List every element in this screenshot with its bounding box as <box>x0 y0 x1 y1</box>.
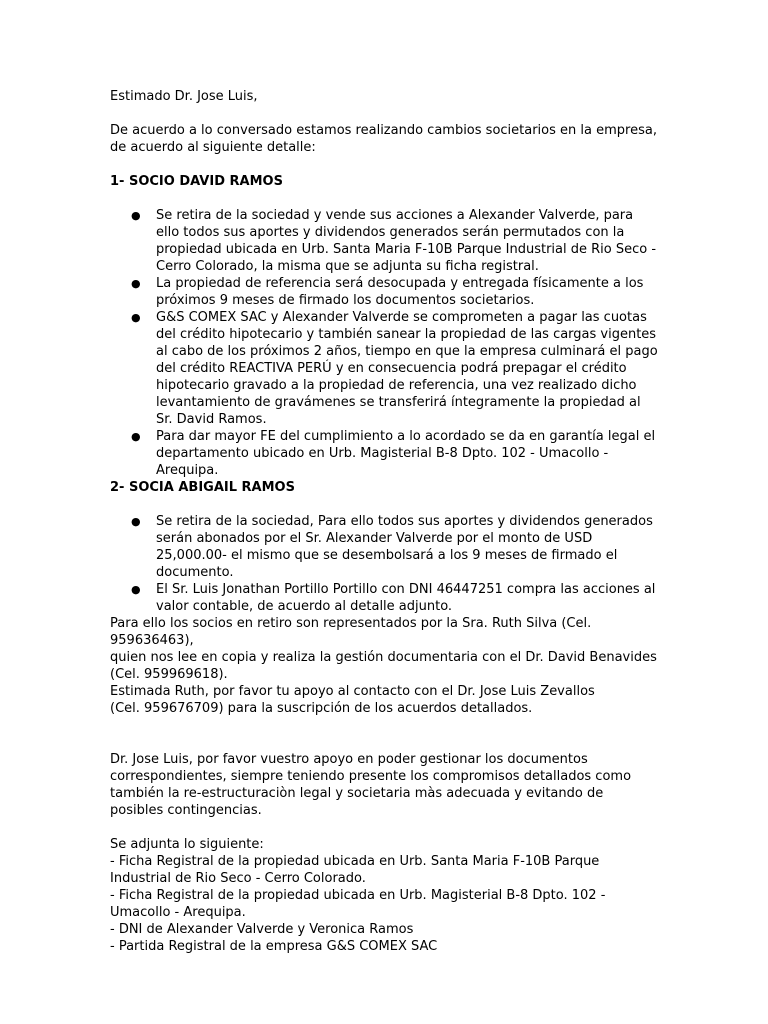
list-item <box>110 581 658 615</box>
bullet-icon: ● <box>131 583 141 596</box>
representation-line: quien nos lee en copia y realiza la gestión documentaria con el Dr. David Benavides <box>110 650 657 665</box>
list-item-text: El Sr. Luis Jonathan Portillo Portillo con DNI 46447251 compra las acciones al valor contable, de acuerdo al detalle adjunto. <box>156 582 656 614</box>
attachment-item: - Ficha Registral de la propiedad ubicada en Urb. Magisterial B-8 Dpto. 102 - Umacollo - Arequipa. <box>110 888 606 920</box>
bullet-icon: ● <box>131 311 141 324</box>
attachments-block <box>110 836 658 955</box>
list-item <box>110 513 658 581</box>
list-item-text: Para dar mayor FE del cumplimiento a lo acordado se da en garantía legal el departamento ubicado en Urb. Magisterial B-8 Dpto. 102 - Umacollo - Arequipa. <box>156 429 656 478</box>
representation-paragraph <box>110 615 658 717</box>
list-item-text: Se retira de la sociedad y vende sus acciones a Alexander Valverde, para ello todos sus aportes y dividendos generados serán permutados con la propiedad ubicada en Urb. Santa Maria F-10B Parque Industrial de Rio Seco - Cerro Colorado, la misma que se adjunta su ficha registral. <box>156 208 657 274</box>
bullet-icon: ● <box>131 430 141 443</box>
section2-title: 2- SOCIA ABIGAIL RAMOS <box>110 480 295 495</box>
document-page <box>110 88 658 955</box>
greeting: Estimado Dr. Jose Luis, <box>110 89 258 104</box>
attachment-item: - DNI de Alexander Valverde y Veronica Ramos <box>110 922 414 937</box>
bullet-icon: ● <box>131 515 141 528</box>
bullet-icon: ● <box>131 277 141 290</box>
list-item-text: G&S COMEX SAC y Alexander Valverde se comprometen a pagar las cuotas del crédito hipotecario y también sanear la propiedad de las cargas vigentes al cabo de los próximos 2 años, tiempo en que la empresa culminará el pago del crédito REACTIVA PERÚ y en consecuencia podrá prepagar el crédito hipotecario gravado a la propiedad de referencia, una vez realizado dicho levantamiento de gravámenes se transferirá íntegramente la propiedad al Sr. David Ramos. <box>156 310 658 427</box>
attachment-item: - Ficha Registral de la propiedad ubicada en Urb. Santa Maria F-10B Parque Industrial de Rio Seco - Cerro Colorado. <box>110 854 600 886</box>
section1-list <box>110 207 658 479</box>
section2-list <box>110 513 658 615</box>
list-item <box>110 275 658 309</box>
list-item <box>110 309 658 428</box>
request-paragraph: Dr. Jose Luis, por favor vuestro apoyo en poder gestionar los documentos correspondientes, siempre teniendo presente los compromisos detallados como también la re-estructuraciòn legal y societaria màs adecuada y evitando de posibles contingencias. <box>110 752 632 818</box>
list-item <box>110 207 658 275</box>
attachment-item: - Partida Registral de la empresa G&S COMEX SAC <box>110 939 438 954</box>
list-item <box>110 428 658 479</box>
intro-paragraph: De acuerdo a lo conversado estamos realizando cambios societarios en la empresa, de acuerdo al siguiente detalle: <box>110 123 657 155</box>
representation-line: (Cel. 959676709) para la suscripción de los acuerdos detallados. <box>110 701 533 716</box>
bullet-icon: ● <box>131 209 141 222</box>
representation-line: Estimada Ruth, por favor tu apoyo al contacto con el Dr. Jose Luis Zevallos <box>110 684 595 699</box>
representation-line: (Cel. 959969618). <box>110 667 228 682</box>
list-item-text: La propiedad de referencia será desocupada y entregada físicamente a los próximos 9 meses de firmado los documentos societarios. <box>156 276 644 308</box>
representation-line: Para ello los socios en retiro son representados por la Sra. Ruth Silva (Cel. 959636463), <box>110 616 592 648</box>
attachments-heading: Se adjunta lo siguiente: <box>110 837 264 852</box>
list-item-text: Se retira de la sociedad, Para ello todos sus aportes y dividendos generados serán abonados por el Sr. Alexander Valverde por el monto de USD 25,000.00- el mismo que se desembolsará a los 9 meses de firmado el documento. <box>156 514 653 580</box>
section1-title: 1- SOCIO DAVID RAMOS <box>110 174 283 189</box>
